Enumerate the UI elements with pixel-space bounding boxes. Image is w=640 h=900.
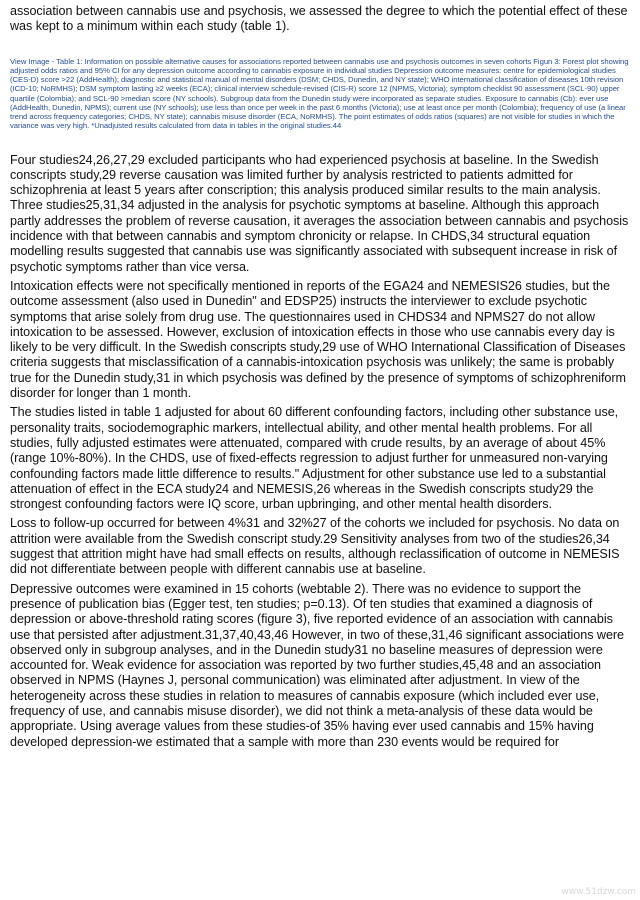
paragraph-intoxication: Intoxication effects were not specifically mentioned in reports of the EGA24 and NEMESIS26 studies, but the outcome assessment (also used in Dunedin" and EDSP25) instructs the interviewer to exclude psychotic symptoms that arise solely from drug use. The questionnaires used in CHDS34 and NPMS27 do not allow intoxication to be assessed. However, exclusion of intoxication effects in those who use cannabis every day is likely to be very difficult. In the Swedish conscripts study,29 use of WHO International Classification of Diseases criteria suggests that misclassification of a cannabis-intoxication psychosis was unlikely; the same is probably true for the Dunedin study,31 in which psychosis was defined by the presence of symptoms of schizophreniform disorder for longer than 1 month.	[10, 278, 626, 401]
paragraph-attrition: Loss to follow-up occurred for between 4%31 and 32%27 of the cohorts we included for psychosis. No data on attrition were available from the Swedish conscript study.29 Sensitivity analyses from two of the studies26,34 suggest that attrition might have had small effects on results, although reclassification of outcome in NEMESIS did not differentiate between people with different cannabis use at baseline.	[10, 516, 620, 577]
intro-paragraph: association between cannabis use and psychosis, we assessed the degree to which the potential effect of these was kept to a minimum within each study (table 1).	[10, 4, 628, 34]
paragraph-confounding: The studies listed in table 1 adjusted for about 60 different confounding factors, including other substance use, personality traits, sociodemographic markers, intellectual ability, and other mental health problems. For all studies, fully adjusted estimates were attenuated, compared with crude results, by an average of about 45% (range 10%-80%). In the CHDS, use of fixed-effects regression to adjust further for unmeasured non-varying confounding factors made little difference to results." Adjustment for other substance use led to a substantial attenuation of effect in the ECA study24 and NEMESIS,26 whereas in the Swedish conscripts study29 the strongest confounding factors were IQ score, urban upbringing, and other mental health disorders.	[10, 405, 619, 512]
paragraph-depression: Depressive outcomes were examined in 15 cohorts (webtable 2). There was no evidence to support the presence of publication bias (Egger test, ten studies; p=0.13). Of ten studies that examined a diagnosis of depression or above-threshold rating scores (figure 3), five reported evidence of an association with cannabis use that persisted after adjustment.31,37,40,43,46 However, in two of these,31,46 significant associations were observed only in subgroup analyses, and in the Dunedin study31 no baseline measures of depression were accounted for. Weak evidence for association was reported by two further studies,45,48 and an association observed in NPMS (Haynes J, personal communication) was eliminated after adjustment. In view of the heterogeneity across these studies in relation to measures of cannabis exposure (which included ever use, frequency of use, and cannabis misuse disorder), we did not think a meta-analysis of these data would be appropriate. Using average values from these studies-of 35% having ever used cannabis and 15% having developed depression-we estimated that a sample with more than 230 events would be required for	[10, 581, 625, 749]
figure-caption	[10, 57, 630, 131]
caption-text: - Table 1: Information on possible alternative causes for associations reported between cannabis use and psychosis outcomes in seven cohorts Figun 3: Forest plot showing adjusted odds ratios and 95% CI for any depression outcome according to cannabis exposure in individual studies Depression outcome measures: centre for epidemiological studies (CES-D) score >22 (AddHealth); diagnostic and statistical manual of mental disorders (DSM; CHDS, Dunedin, and NY state); WHO international classification of diseases 10th revision (ICD-10; NoRMHS); DSM symptom lasting ≥2 weeks (ECA); clinical interview schedule-revised (CIS-R) score 12 (NPMS, Victoria); symptom checklist 90 assessment (SCL-90) upper quartile (Colombia); and SCL-90 >median score (NY schools). Subgroup data from the Dunedin study were incorporated as separate studies. Exposure to cannabis (Cb): ever use (AddHealth, Dunedin, NPMS); current use (NY schools); use less than once per week in the past 6 months (Victoria); use at least once per month (Colombia); frequency of use (a linear trend across frequency categories; CHDS, NY state); cannabis misuse disorder (ECA, NoRMHS). The point estimates of odds ratios (squares) are not visible for studies in which the variance was very high. *Unadjusted results calculated from data in tables in the original studies.44	[10, 56, 629, 131]
paragraph-reverse-causation: Four studies24,26,27,29 excluded participants who had experienced psychosis at baseline. In the Swedish conscripts study,29 reverse causation was limited further by analysis restricted to patients admitted for schizophrenia at least 5 years after conscription; this analysis produced similar results to the main analysis. Three studies25,31,34 adjusted in the analysis for psychotic symptoms at baseline. Although this approach partly addresses the problem of reverse causation, it averages the association between cannabis and psychosis incidence with that between cannabis and symptom chronicity or relapse. In CHDS,34 structural equation modelling results suggested that cannabis use was significantly associated with subsequent increase in risk of psychotic symptoms rather than vice versa.	[10, 152, 629, 274]
watermark: www.51dzw.com	[561, 887, 636, 897]
view-image-link[interactable]: View Image	[10, 56, 50, 66]
